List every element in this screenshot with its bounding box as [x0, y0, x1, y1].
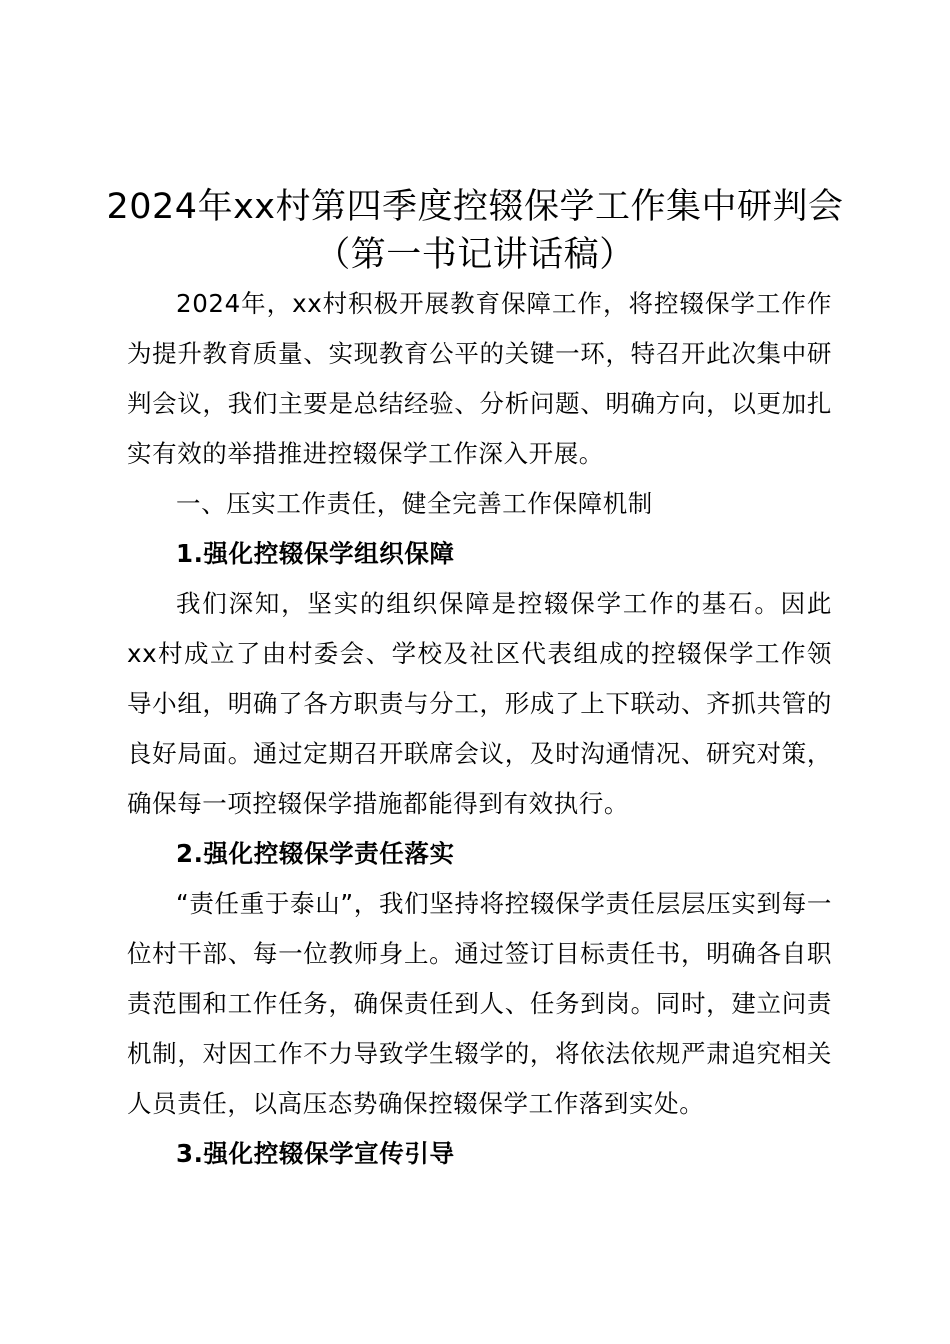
body-paragraph-2: “责任重于泰山”，我们坚持将控辍保学责任层层压实到每一位村干部、每一位教师身上。通过签订目标责任书，明确各自职责范围和工作任务，确保责任到人、任务到岗。同时，建立问责机制，对因工作不力导致学生辍学的，将依法依规严肃追究相关人员责任，以高压态势确保控辍保学工作落到实处。: [127, 889, 832, 1118]
intro-paragraph: 2024年，xx村积极开展教育保障工作，将控辍保学工作作为提升教育质量、实现教育公平的关键一环，特召开此次集中研判会议，我们主要是总结经验、分析问题、明确方向，以更加扎实有效的举措推进控辍保学工作深入开展。: [127, 289, 832, 468]
subsection-heading-1: 1.强化控辍保学组织保障: [176, 539, 455, 568]
subsection-heading-3: 3.强化控辍保学宣传引导: [176, 1139, 455, 1168]
body-paragraph-1: 我们深知，坚实的组织保障是控辍保学工作的基石。因此xx村成立了由村委会、学校及社区代表组成的控辍保学工作领导小组，明确了各方职责与分工，形成了上下联动、齐抓共管的良好局面。通过定期召开联席会议，及时沟通情况、研究对策，确保每一项控辍保学措施都能得到有效执行。: [127, 589, 832, 818]
section-heading-1: 一、压实工作责任，健全完善工作保障机制: [176, 489, 653, 518]
document-title: 2024年xx村第四季度控辍保学工作集中研判会（第一书记讲话稿）: [106, 187, 844, 275]
subsection-heading-2: 2.强化控辍保学责任落实: [176, 839, 455, 868]
document-body: [127, 279, 832, 1179]
